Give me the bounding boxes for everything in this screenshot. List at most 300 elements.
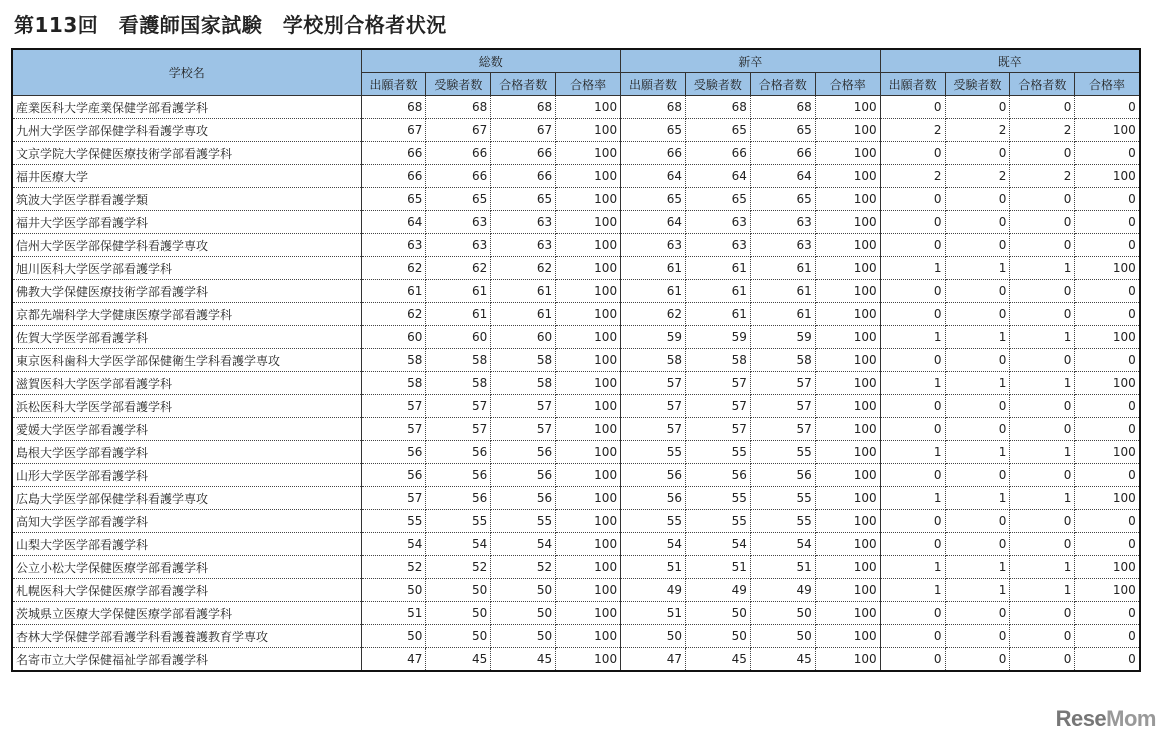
school-name-cell: 信州大学医学部保健学科看護学専攻	[12, 234, 361, 257]
cell-pass-rate: 100	[556, 510, 621, 533]
cell-applicants: 1	[880, 257, 945, 280]
cell-examinees: 56	[426, 441, 491, 464]
cell-passers: 56	[491, 441, 556, 464]
cell-applicants: 58	[361, 349, 426, 372]
cell-pass-rate: 100	[815, 188, 880, 211]
cell-pass-rate: 100	[815, 625, 880, 648]
cell-examinees: 57	[685, 395, 750, 418]
cell-examinees: 1	[945, 326, 1010, 349]
cell-passers: 61	[491, 303, 556, 326]
cell-pass-rate: 100	[815, 510, 880, 533]
cell-pass-rate: 100	[815, 326, 880, 349]
cell-passers: 0	[1010, 625, 1075, 648]
cell-examinees: 0	[945, 602, 1010, 625]
cell-passers: 56	[491, 464, 556, 487]
cell-examinees: 68	[426, 96, 491, 119]
school-name-cell: 山梨大学医学部看護学科	[12, 533, 361, 556]
cell-applicants: 58	[361, 372, 426, 395]
cell-pass-rate: 100	[556, 602, 621, 625]
cell-examinees: 50	[685, 625, 750, 648]
school-name-cell: 高知大学医学部看護学科	[12, 510, 361, 533]
cell-pass-rate: 100	[556, 119, 621, 142]
cell-passers: 0	[1010, 303, 1075, 326]
cell-passers: 1	[1010, 257, 1075, 280]
cell-passers: 52	[491, 556, 556, 579]
cell-pass-rate: 100	[556, 533, 621, 556]
cell-passers: 2	[1010, 119, 1075, 142]
cell-examinees: 65	[426, 188, 491, 211]
cell-examinees: 63	[426, 234, 491, 257]
cell-applicants: 67	[361, 119, 426, 142]
cell-pass-rate: 100	[556, 234, 621, 257]
cell-examinees: 45	[685, 648, 750, 672]
cell-examinees: 0	[945, 395, 1010, 418]
cell-examinees: 54	[685, 533, 750, 556]
cell-passers: 63	[750, 211, 815, 234]
cell-passers: 67	[491, 119, 556, 142]
cell-examinees: 0	[945, 464, 1010, 487]
cell-passers: 0	[1010, 533, 1075, 556]
cell-passers: 58	[750, 349, 815, 372]
cell-passers: 62	[491, 257, 556, 280]
cell-pass-rate: 100	[815, 234, 880, 257]
header-school: 学校名	[12, 49, 361, 96]
cell-examinees: 66	[685, 142, 750, 165]
cell-pass-rate: 100	[1075, 119, 1140, 142]
cell-passers: 0	[1010, 96, 1075, 119]
header-group-new: 新卒	[621, 49, 881, 73]
cell-applicants: 65	[361, 188, 426, 211]
cell-pass-rate: 100	[556, 257, 621, 280]
cell-pass-rate: 100	[556, 96, 621, 119]
cell-applicants: 58	[621, 349, 686, 372]
cell-examinees: 57	[426, 418, 491, 441]
cell-passers: 66	[491, 142, 556, 165]
table-row	[12, 395, 1140, 418]
school-name-cell: 九州大学医学部保健学科看護学専攻	[12, 119, 361, 142]
cell-passers: 66	[491, 165, 556, 188]
table-row	[12, 648, 1140, 672]
cell-pass-rate: 100	[815, 441, 880, 464]
cell-examinees: 49	[685, 579, 750, 602]
cell-passers: 1	[1010, 441, 1075, 464]
cell-pass-rate: 100	[815, 487, 880, 510]
cell-examinees: 55	[685, 510, 750, 533]
cell-pass-rate: 100	[815, 395, 880, 418]
cell-pass-rate: 100	[1075, 579, 1140, 602]
cell-applicants: 66	[361, 165, 426, 188]
cell-passers: 0	[1010, 142, 1075, 165]
cell-pass-rate: 100	[815, 372, 880, 395]
table-row	[12, 418, 1140, 441]
cell-examinees: 55	[685, 441, 750, 464]
cell-applicants: 54	[621, 533, 686, 556]
cell-examinees: 56	[685, 464, 750, 487]
table-row	[12, 303, 1140, 326]
cell-passers: 63	[750, 234, 815, 257]
school-name-cell: 杏林大学保健学部看護学科看護養護教育学専攻	[12, 625, 361, 648]
cell-applicants: 64	[621, 165, 686, 188]
cell-pass-rate: 0	[1075, 464, 1140, 487]
cell-examinees: 0	[945, 418, 1010, 441]
cell-applicants: 55	[361, 510, 426, 533]
cell-passers: 55	[491, 510, 556, 533]
header-passers: 合格者数	[750, 73, 815, 96]
cell-passers: 68	[491, 96, 556, 119]
cell-applicants: 62	[361, 303, 426, 326]
cell-passers: 61	[750, 257, 815, 280]
cell-pass-rate: 100	[815, 349, 880, 372]
cell-pass-rate: 100	[556, 395, 621, 418]
cell-passers: 56	[491, 487, 556, 510]
cell-pass-rate: 0	[1075, 188, 1140, 211]
cell-applicants: 56	[361, 441, 426, 464]
school-name-cell: 公立小松大学保健医療学部看護学科	[12, 556, 361, 579]
cell-passers: 65	[491, 188, 556, 211]
table-row	[12, 211, 1140, 234]
cell-applicants: 47	[621, 648, 686, 672]
table-row	[12, 441, 1140, 464]
school-name-cell: 文京学院大学保健医療技術学部看護学科	[12, 142, 361, 165]
cell-pass-rate: 100	[556, 625, 621, 648]
cell-passers: 63	[491, 234, 556, 257]
cell-examinees: 0	[945, 533, 1010, 556]
cell-examinees: 65	[685, 119, 750, 142]
table-row	[12, 487, 1140, 510]
cell-applicants: 0	[880, 96, 945, 119]
cell-examinees: 55	[426, 510, 491, 533]
header-examinees: 受験者数	[685, 73, 750, 96]
cell-pass-rate: 100	[556, 280, 621, 303]
cell-applicants: 62	[361, 257, 426, 280]
cell-pass-rate: 100	[556, 349, 621, 372]
cell-examinees: 51	[685, 556, 750, 579]
cell-applicants: 47	[361, 648, 426, 672]
cell-passers: 61	[750, 280, 815, 303]
table-row	[12, 119, 1140, 142]
table-row	[12, 533, 1140, 556]
cell-pass-rate: 0	[1075, 625, 1140, 648]
cell-applicants: 49	[621, 579, 686, 602]
cell-applicants: 50	[621, 625, 686, 648]
cell-pass-rate: 0	[1075, 349, 1140, 372]
cell-applicants: 68	[361, 96, 426, 119]
cell-applicants: 65	[621, 119, 686, 142]
cell-applicants: 0	[880, 625, 945, 648]
cell-applicants: 56	[361, 464, 426, 487]
cell-pass-rate: 100	[556, 418, 621, 441]
cell-passers: 57	[491, 418, 556, 441]
cell-examinees: 58	[426, 349, 491, 372]
cell-passers: 57	[750, 372, 815, 395]
table-row	[12, 188, 1140, 211]
cell-applicants: 50	[361, 625, 426, 648]
cell-pass-rate: 0	[1075, 96, 1140, 119]
cell-passers: 2	[1010, 165, 1075, 188]
table-row	[12, 280, 1140, 303]
cell-pass-rate: 100	[1075, 326, 1140, 349]
school-name-cell: 佐賀大学医学部看護学科	[12, 326, 361, 349]
cell-passers: 45	[750, 648, 815, 672]
cell-examinees: 63	[685, 234, 750, 257]
cell-examinees: 0	[945, 188, 1010, 211]
cell-pass-rate: 100	[556, 556, 621, 579]
cell-examinees: 64	[685, 165, 750, 188]
cell-passers: 68	[750, 96, 815, 119]
table-row	[12, 464, 1140, 487]
cell-passers: 1	[1010, 579, 1075, 602]
school-name-cell: 名寄市立大学保健福祉学部看護学科	[12, 648, 361, 672]
cell-passers: 0	[1010, 188, 1075, 211]
cell-passers: 1	[1010, 326, 1075, 349]
cell-examinees: 61	[426, 280, 491, 303]
cell-passers: 57	[750, 418, 815, 441]
cell-examinees: 66	[426, 165, 491, 188]
table-row	[12, 556, 1140, 579]
cell-applicants: 57	[621, 372, 686, 395]
cell-examinees: 0	[945, 211, 1010, 234]
cell-pass-rate: 0	[1075, 234, 1140, 257]
cell-passers: 45	[491, 648, 556, 672]
cell-passers: 58	[491, 372, 556, 395]
cell-passers: 0	[1010, 464, 1075, 487]
cell-examinees: 63	[685, 211, 750, 234]
cell-pass-rate: 100	[556, 165, 621, 188]
cell-passers: 64	[750, 165, 815, 188]
cell-pass-rate: 100	[1075, 441, 1140, 464]
school-name-cell: 茨城県立医療大学保健医療学部看護学科	[12, 602, 361, 625]
cell-pass-rate: 0	[1075, 211, 1140, 234]
cell-passers: 49	[750, 579, 815, 602]
cell-passers: 66	[750, 142, 815, 165]
cell-passers: 0	[1010, 280, 1075, 303]
cell-applicants: 0	[880, 418, 945, 441]
cell-applicants: 1	[880, 556, 945, 579]
cell-examinees: 63	[426, 211, 491, 234]
cell-pass-rate: 100	[815, 648, 880, 672]
cell-examinees: 58	[685, 349, 750, 372]
cell-applicants: 0	[880, 602, 945, 625]
cell-applicants: 0	[880, 533, 945, 556]
cell-pass-rate: 100	[815, 579, 880, 602]
cell-examinees: 2	[945, 165, 1010, 188]
cell-passers: 1	[1010, 372, 1075, 395]
cell-applicants: 50	[361, 579, 426, 602]
cell-examinees: 0	[945, 96, 1010, 119]
cell-examinees: 1	[945, 579, 1010, 602]
header-pass-rate: 合格率	[556, 73, 621, 96]
cell-applicants: 66	[621, 142, 686, 165]
cell-examinees: 1	[945, 441, 1010, 464]
cell-passers: 0	[1010, 648, 1075, 672]
school-name-cell: 滋賀医科大学医学部看護学科	[12, 372, 361, 395]
cell-passers: 61	[750, 303, 815, 326]
school-name-cell: 広島大学医学部保健学科看護学専攻	[12, 487, 361, 510]
cell-passers: 0	[1010, 211, 1075, 234]
cell-passers: 57	[750, 395, 815, 418]
cell-examinees: 1	[945, 556, 1010, 579]
cell-passers: 50	[491, 579, 556, 602]
cell-applicants: 61	[621, 257, 686, 280]
header-applicants: 出願者数	[880, 73, 945, 96]
cell-examinees: 52	[426, 556, 491, 579]
cell-examinees: 0	[945, 280, 1010, 303]
cell-passers: 57	[491, 395, 556, 418]
cell-examinees: 61	[685, 257, 750, 280]
cell-passers: 0	[1010, 510, 1075, 533]
cell-passers: 50	[750, 602, 815, 625]
cell-pass-rate: 0	[1075, 648, 1140, 672]
cell-pass-rate: 100	[556, 464, 621, 487]
cell-passers: 54	[491, 533, 556, 556]
cell-examinees: 1	[945, 257, 1010, 280]
cell-examinees: 56	[426, 464, 491, 487]
cell-pass-rate: 100	[556, 326, 621, 349]
cell-examinees: 1	[945, 487, 1010, 510]
cell-applicants: 61	[621, 280, 686, 303]
cell-examinees: 50	[426, 625, 491, 648]
cell-applicants: 0	[880, 349, 945, 372]
cell-pass-rate: 100	[1075, 487, 1140, 510]
cell-passers: 61	[491, 280, 556, 303]
cell-pass-rate: 100	[556, 648, 621, 672]
cell-pass-rate: 100	[556, 188, 621, 211]
header-examinees: 受験者数	[426, 73, 491, 96]
cell-pass-rate: 100	[1075, 556, 1140, 579]
header-group-previous: 既卒	[880, 49, 1140, 73]
cell-passers: 1	[1010, 556, 1075, 579]
cell-pass-rate: 100	[815, 257, 880, 280]
resemom-logo: ReseMom	[1055, 706, 1156, 731]
cell-examinees: 57	[426, 395, 491, 418]
cell-applicants: 68	[621, 96, 686, 119]
cell-applicants: 0	[880, 510, 945, 533]
table-row	[12, 510, 1140, 533]
cell-passers: 1	[1010, 487, 1075, 510]
table-row	[12, 349, 1140, 372]
cell-applicants: 0	[880, 464, 945, 487]
cell-pass-rate: 0	[1075, 280, 1140, 303]
cell-passers: 58	[491, 349, 556, 372]
cell-examinees: 55	[685, 487, 750, 510]
school-name-cell: 福井大学医学部看護学科	[12, 211, 361, 234]
cell-applicants: 57	[621, 418, 686, 441]
cell-applicants: 63	[621, 234, 686, 257]
cell-pass-rate: 100	[1075, 372, 1140, 395]
cell-applicants: 1	[880, 487, 945, 510]
cell-applicants: 61	[361, 280, 426, 303]
cell-passers: 55	[750, 487, 815, 510]
cell-pass-rate: 100	[556, 579, 621, 602]
cell-applicants: 0	[880, 280, 945, 303]
cell-applicants: 1	[880, 326, 945, 349]
cell-passers: 63	[491, 211, 556, 234]
cell-examinees: 62	[426, 257, 491, 280]
table-row	[12, 96, 1140, 119]
cell-pass-rate: 100	[556, 142, 621, 165]
cell-applicants: 64	[361, 211, 426, 234]
cell-examinees: 56	[426, 487, 491, 510]
cell-passers: 65	[750, 119, 815, 142]
cell-applicants: 57	[361, 395, 426, 418]
cell-examinees: 68	[685, 96, 750, 119]
school-name-cell: 福井医療大学	[12, 165, 361, 188]
cell-pass-rate: 0	[1075, 395, 1140, 418]
table-row	[12, 234, 1140, 257]
cell-applicants: 65	[621, 188, 686, 211]
cell-examinees: 57	[685, 418, 750, 441]
cell-passers: 50	[491, 602, 556, 625]
cell-applicants: 55	[621, 441, 686, 464]
cell-passers: 0	[1010, 349, 1075, 372]
cell-pass-rate: 100	[815, 418, 880, 441]
cell-passers: 60	[491, 326, 556, 349]
cell-passers: 54	[750, 533, 815, 556]
cell-applicants: 54	[361, 533, 426, 556]
cell-applicants: 51	[361, 602, 426, 625]
cell-pass-rate: 100	[815, 303, 880, 326]
page-title: 第113回 看護師国家試験 学校別合格者状況	[14, 13, 447, 37]
cell-applicants: 51	[621, 556, 686, 579]
cell-pass-rate: 100	[556, 303, 621, 326]
table-body	[12, 96, 1140, 672]
cell-pass-rate: 100	[556, 441, 621, 464]
cell-pass-rate: 100	[815, 464, 880, 487]
school-name-cell: 島根大学医学部看護学科	[12, 441, 361, 464]
cell-applicants: 2	[880, 165, 945, 188]
cell-applicants: 64	[621, 211, 686, 234]
header-group-total: 総数	[361, 49, 621, 73]
cell-applicants: 60	[361, 326, 426, 349]
table-row	[12, 165, 1140, 188]
cell-examinees: 0	[945, 510, 1010, 533]
cell-applicants: 51	[621, 602, 686, 625]
table-row	[12, 142, 1140, 165]
cell-pass-rate: 100	[815, 602, 880, 625]
cell-passers: 50	[750, 625, 815, 648]
cell-passers: 56	[750, 464, 815, 487]
cell-pass-rate: 0	[1075, 418, 1140, 441]
table-row	[12, 602, 1140, 625]
cell-applicants: 1	[880, 372, 945, 395]
school-name-cell: 愛媛大学医学部看護学科	[12, 418, 361, 441]
school-name-cell: 旭川医科大学医学部看護学科	[12, 257, 361, 280]
cell-pass-rate: 100	[815, 280, 880, 303]
cell-applicants: 59	[621, 326, 686, 349]
cell-passers: 50	[491, 625, 556, 648]
cell-applicants: 0	[880, 234, 945, 257]
cell-pass-rate: 100	[815, 96, 880, 119]
cell-examinees: 0	[945, 349, 1010, 372]
school-name-cell: 札幌医科大学保健医療学部看護学科	[12, 579, 361, 602]
header-row-groups	[12, 49, 1140, 73]
cell-passers: 51	[750, 556, 815, 579]
cell-examinees: 50	[685, 602, 750, 625]
cell-examinees: 50	[426, 602, 491, 625]
cell-examinees: 61	[426, 303, 491, 326]
cell-pass-rate: 100	[1075, 257, 1140, 280]
cell-examinees: 65	[685, 188, 750, 211]
school-name-cell: 浜松医科大学医学部看護学科	[12, 395, 361, 418]
header-examinees: 受験者数	[945, 73, 1010, 96]
cell-pass-rate: 100	[815, 142, 880, 165]
cell-passers: 0	[1010, 602, 1075, 625]
cell-passers: 55	[750, 441, 815, 464]
cell-applicants: 0	[880, 303, 945, 326]
school-name-cell: 筑波大学医学群看護学類	[12, 188, 361, 211]
cell-examinees: 61	[685, 280, 750, 303]
cell-passers: 0	[1010, 234, 1075, 257]
